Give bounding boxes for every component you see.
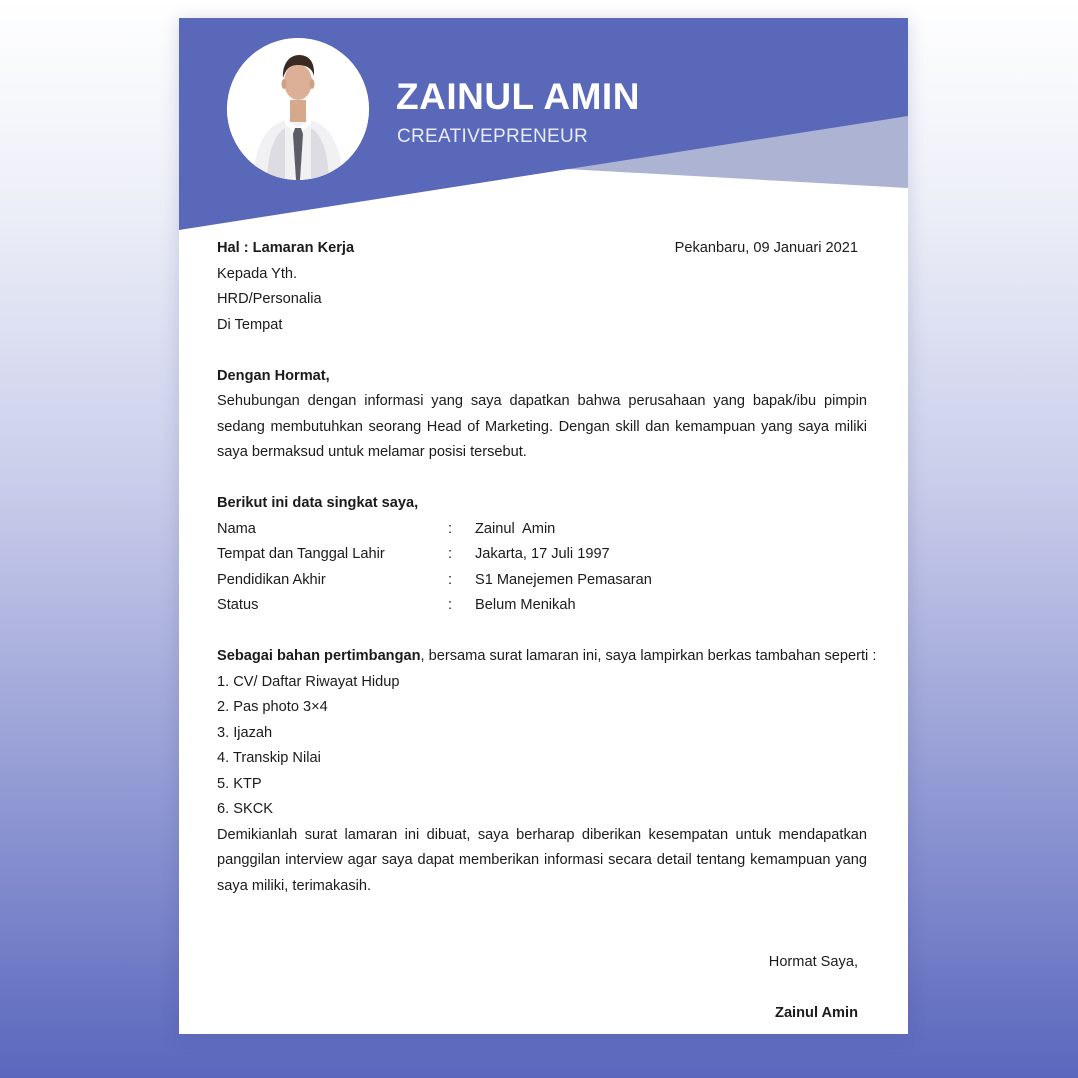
data-separator: : — [448, 597, 453, 613]
attachments-intro-rest: , bersama surat lamaran ini, saya lampirkan berkas tambahan seperti : — [420, 648, 877, 664]
data-row — [217, 542, 867, 568]
data-separator: : — [448, 546, 453, 562]
letter-top-row — [217, 236, 867, 262]
attachment-item: 3. Ijazah — [217, 724, 273, 741]
data-row — [217, 593, 867, 619]
attachments-intro — [217, 644, 877, 670]
sign-off: Hormat Saya, — [768, 954, 858, 970]
recipient-line: HRD/Personalia — [217, 291, 322, 307]
signature-name: Zainul Amin — [775, 1005, 858, 1021]
closing-paragraph: Demikianlah surat lamaran ini dibuat, saya berharap diberikan kesempatan untuk mendapatkan panggilan interview agar saya dapat memberikan informasi secara detail tentang kemampuan yang saya miliki, terimakasih. — [217, 826, 867, 894]
data-row — [217, 517, 867, 543]
subject-line: Hal : Lamaran Kerja — [217, 240, 355, 256]
intro-paragraph: Sehubungan dengan informasi yang saya dapatkan bahwa perusahaan yang bapak/ibu pimpin sedang membutuhkan seorang Head of Marketing. Dengan skill dan kemampuan yang saya miliki saya bermaksud untuk melamar posisi tersebut. — [217, 393, 867, 460]
applicant-name: ZAINUL AMIN — [396, 76, 640, 117]
attachment-item: 5. KTP — [217, 775, 262, 792]
data-separator: : — [448, 520, 453, 537]
attachment-item: 1. CV/ Daftar Riwayat Hidup — [217, 673, 400, 690]
data-value: Belum Menikah — [475, 597, 576, 613]
place-date: Pekanbaru, 09 Januari 2021 — [674, 240, 858, 256]
letter-body — [217, 236, 877, 1027]
recipient-line: Di Tempat — [217, 316, 283, 333]
data-value: S1 Manejemen Pemasaran — [475, 571, 652, 588]
recipient-line: Kepada Yth. — [217, 265, 298, 282]
data-value: Jakarta, 17 Juli 1997 — [475, 546, 610, 562]
attachment-item: 6. SKCK — [217, 801, 273, 817]
attachment-item: 2. Pas photo 3×4 — [217, 699, 328, 715]
attachments-intro-bold: Sebagai bahan pertimbangan — [217, 648, 421, 664]
data-heading: Berikut ini data singkat saya, — [217, 495, 419, 511]
data-row — [217, 568, 867, 594]
data-label: Pendidikan Akhir — [217, 571, 326, 588]
greeting: Dengan Hormat, — [217, 367, 330, 384]
data-label: Nama — [217, 520, 256, 537]
letter-page — [179, 18, 908, 1034]
data-label: Tempat dan Tanggal Lahir — [217, 546, 385, 562]
profile-photo — [227, 38, 369, 180]
data-label: Status — [217, 597, 259, 613]
data-value: Zainul Amin — [475, 520, 556, 537]
attachment-item: 4. Transkip Nilai — [217, 750, 321, 766]
applicant-role: CREATIVEPRENEUR — [397, 126, 589, 147]
data-separator: : — [448, 571, 453, 588]
